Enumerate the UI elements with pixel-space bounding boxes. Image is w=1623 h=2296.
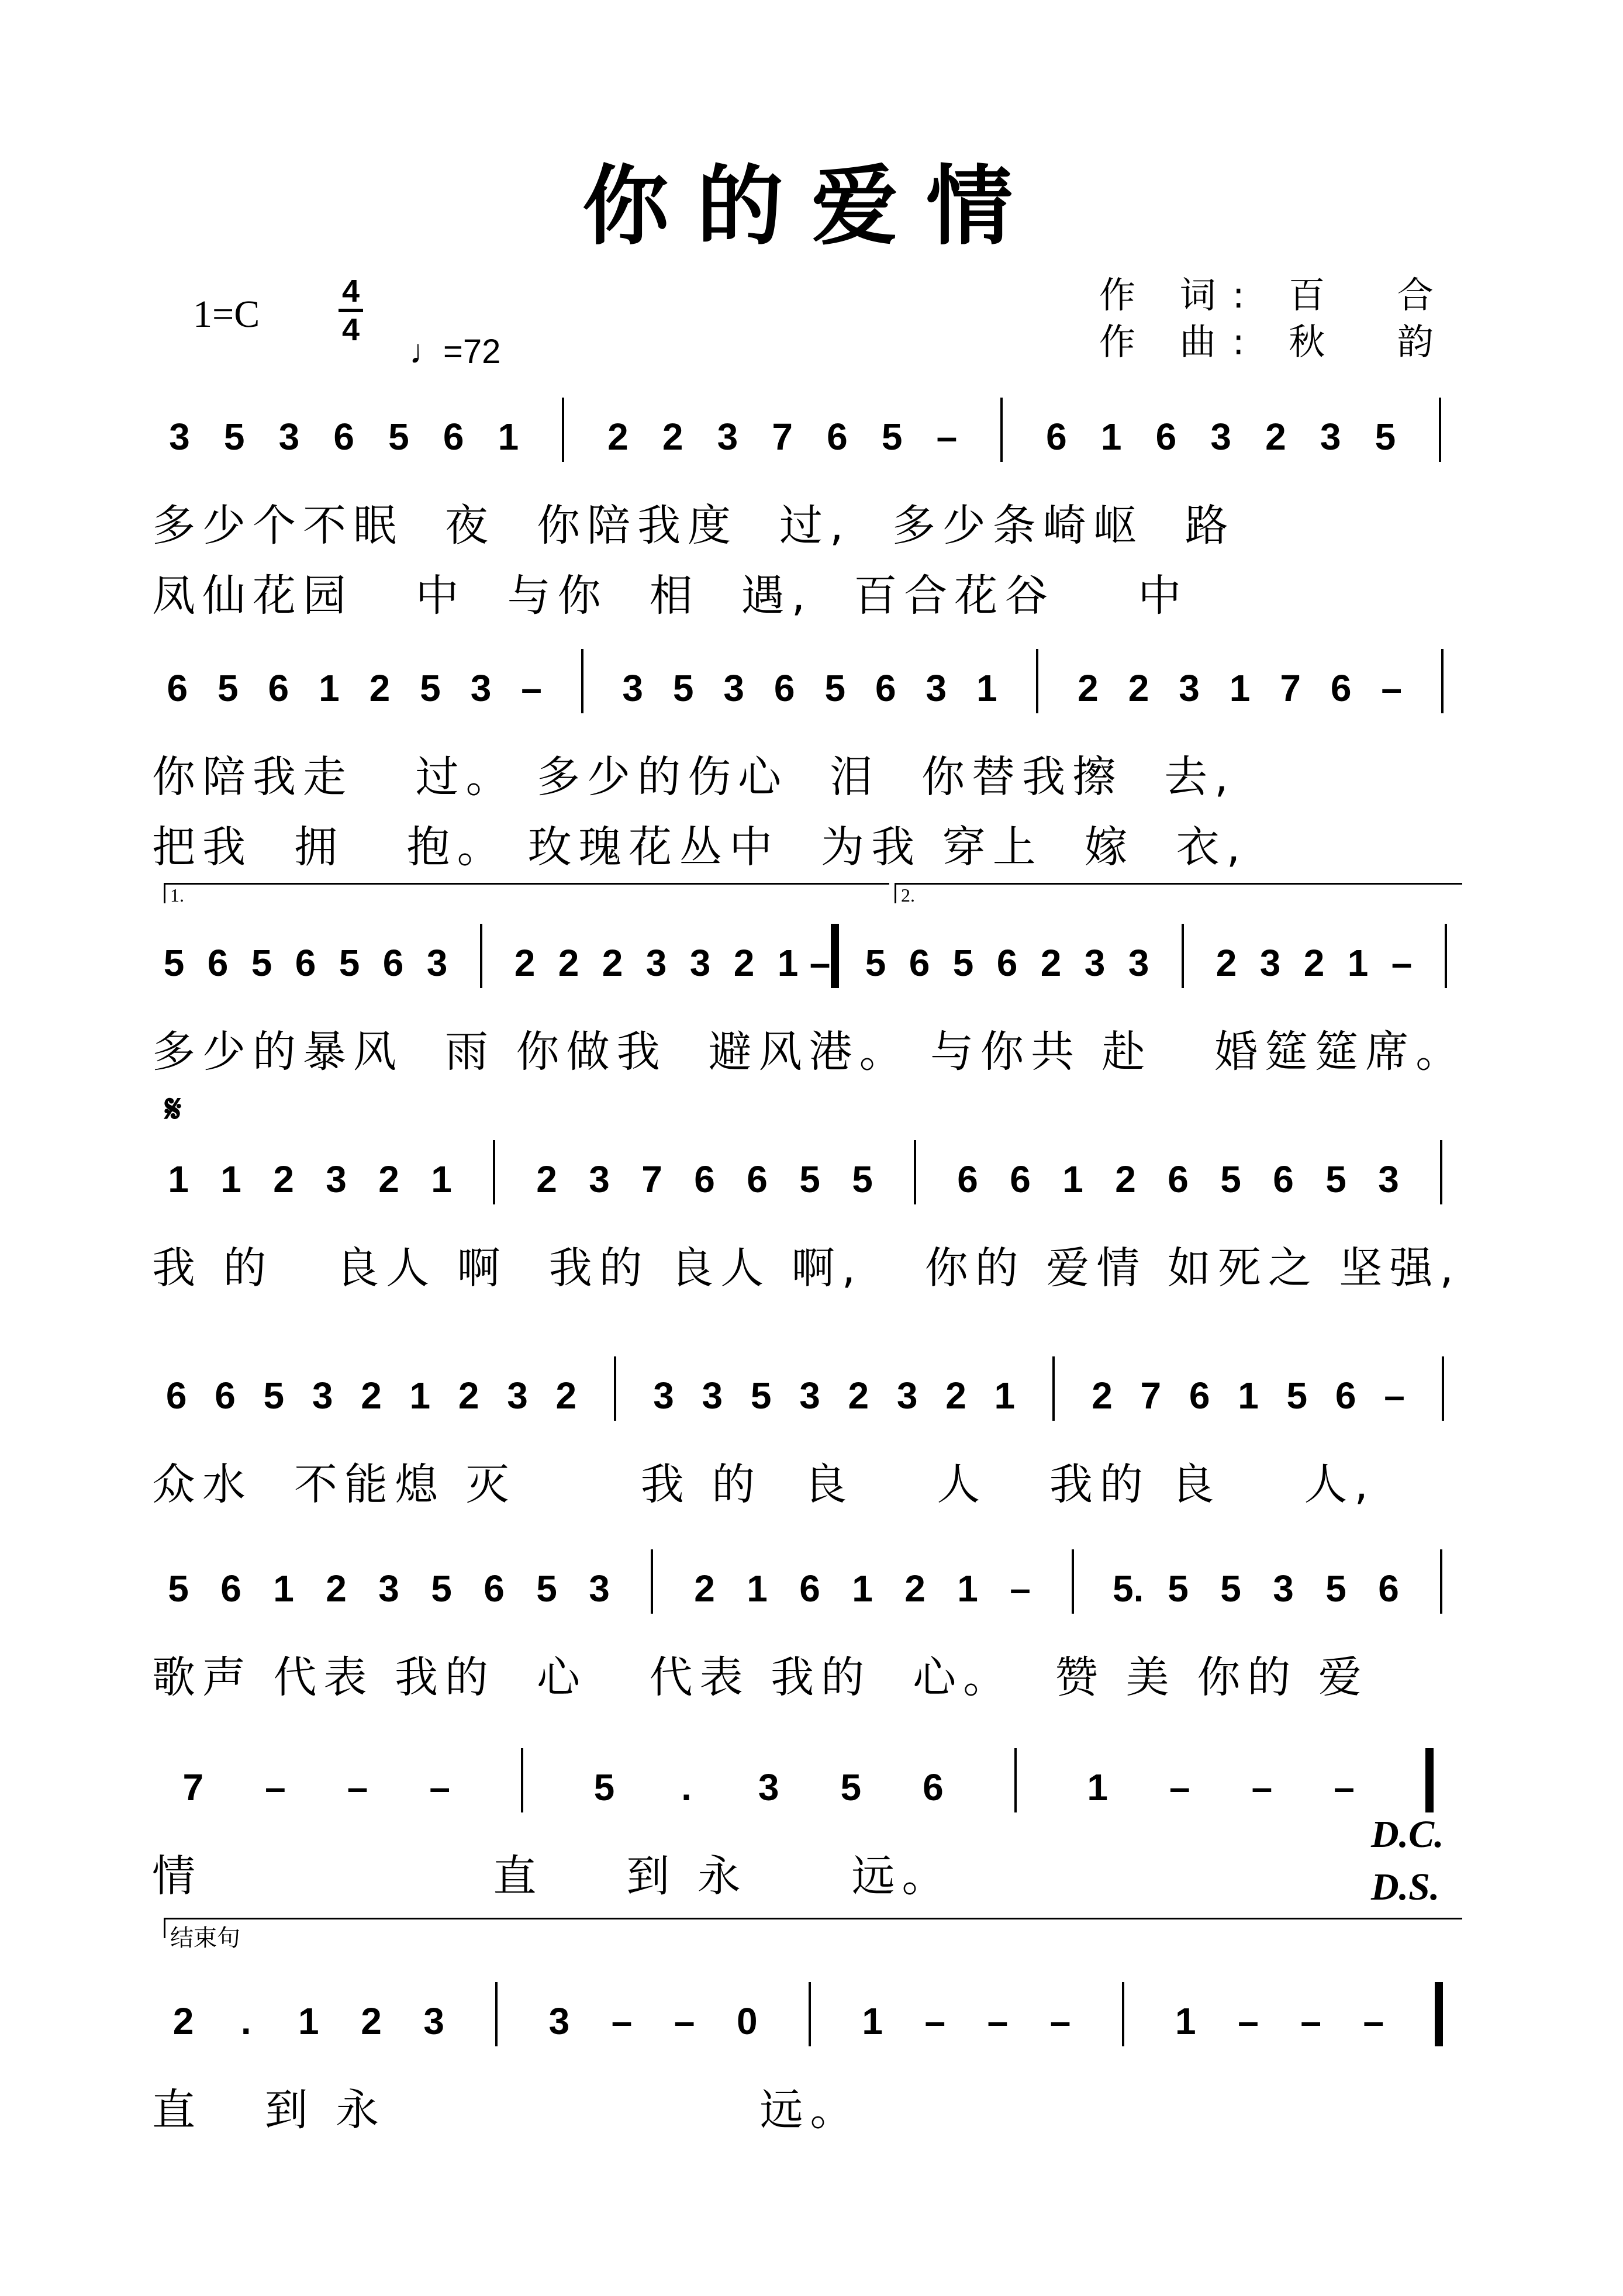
note: 3 [723,667,744,709]
song-title: 你的爱情 [582,156,1041,257]
note: 3 [1273,1568,1294,1610]
barline [1442,1356,1444,1421]
barline [493,1140,495,1204]
note: 3 [589,1158,610,1200]
note: 6 [1168,1158,1189,1200]
note: 3 [1210,416,1231,458]
note: 2 [1128,667,1149,709]
note: 3 [1378,1158,1399,1200]
note: – [611,2000,633,2042]
note: . [240,2000,251,2042]
note: 1 [994,1375,1016,1417]
time-numerator: 4 [341,274,360,309]
note: 2 [536,1158,557,1200]
note: 2 [848,1375,869,1417]
lyric-line: 众水 不能熄 灭 我 的 良 人 我的 良 人, [152,1459,1376,1510]
note: 6 [1189,1375,1210,1417]
note: – [1251,1766,1273,1808]
note: 6 [694,1158,715,1200]
note: 5 [593,1766,615,1808]
note: – [429,1766,450,1808]
note: 2 [172,2000,194,2042]
note: 1 [1100,416,1122,458]
note: 1 [1229,667,1251,709]
note: 5 [339,942,360,984]
lyric-line: 多少个不眠 夜 你陪我度 过, 多少条崎岖 路 [152,500,1235,551]
note: 3 [312,1375,333,1417]
note: 3 [169,416,190,458]
note: 3 [378,1568,399,1610]
note: 2 [1303,942,1325,984]
note: – [674,2000,695,2042]
note: – [924,2000,946,2042]
note: – [1300,2000,1321,2042]
note: 5 [223,416,245,458]
note: 3 [326,1158,347,1200]
note: 6 [165,1375,187,1417]
note: – [1381,667,1402,709]
note: 1 [777,942,799,984]
note: 6 [484,1568,505,1610]
note: 3 [717,416,738,458]
barline [1036,649,1038,713]
lyric-line: 把我 拥 抱。 玫瑰花丛中 为我 穿上 嫁 衣, [152,822,1248,872]
note: 2 [326,1568,347,1610]
note: 5 [420,667,441,709]
note: 5 [1375,416,1396,458]
note: 1 [319,667,340,709]
note: – [936,416,958,458]
note: 5 [536,1568,557,1610]
note: 6 [1335,1375,1356,1417]
note: 6 [773,667,795,709]
note: 1 [852,1568,873,1610]
note: 1 [298,2000,319,2042]
note: 2 [1078,667,1099,709]
time-signature [336,274,365,347]
note: 3 [426,942,448,984]
note: 3 [548,2000,570,2042]
note: 5 [388,416,409,458]
note: – [1334,1766,1355,1808]
note: – [1384,1375,1405,1417]
note: 1 [1062,1158,1083,1200]
note: 3 [1179,667,1200,709]
barline [1000,398,1003,462]
lyric-line: 多少的暴风 雨 你做我 避风港。 与你共 赴 婚筵筵席。 [152,1027,1466,1077]
note: 7 [641,1158,662,1200]
barline [480,924,482,988]
note: 5 [672,667,694,709]
note: – [1391,942,1413,984]
note: 7 [1140,1375,1162,1417]
note: 6 [1010,1158,1031,1200]
tempo-marking: ♩=72 [409,333,501,371]
note: 1 [220,1158,241,1200]
note: 5 [750,1375,772,1417]
note: 3 [589,1568,610,1610]
note: 2 [1265,416,1286,458]
note: 2 [514,942,536,984]
double-barline [1425,1748,1434,1812]
note: 5 [865,942,886,984]
note: 6 [1155,416,1177,458]
barline [614,1356,616,1421]
dal-segno-mark: D.S. [1371,1866,1440,1908]
note: 5 [251,942,272,984]
barline [1440,1549,1442,1614]
note: 1 [431,1158,452,1200]
note: 5 [1325,1568,1346,1610]
note: 0 [737,2000,758,2042]
note: 6 [996,942,1018,984]
note: 1 [1238,1375,1259,1417]
note: 3 [926,667,947,709]
volta-first-ending: 1. [164,883,889,903]
double-barline [1435,1982,1443,2046]
note: – [1238,2000,1259,2042]
note: 6 [382,942,404,984]
lyric-line: 歌声 代表 我的 心 代表 我的 心。 赞 美 你的 爱 [152,1652,1369,1703]
note: – [1049,2000,1071,2042]
barline [1122,1982,1124,2046]
barline [1440,1140,1442,1204]
note: 2 [558,942,579,984]
note: 5 [168,1568,189,1610]
composer-credit: 作 曲: 秋 韵 [1099,320,1450,363]
note: 3 [423,2000,444,2042]
lyric-line: 直 到 永 远。 [152,2085,861,2135]
note: – [347,1766,368,1808]
note: 6 [443,416,464,458]
note: 7 [1280,667,1301,709]
note: 5 [1168,1568,1189,1610]
note: 3 [799,1375,820,1417]
volta-second-ending: 2. [895,883,1462,903]
note: 6 [1046,416,1067,458]
note: 2 [361,2000,382,2042]
note: – [521,667,542,709]
lyric-line: 你陪我走 过。 多少的伤心 泪 你替我擦 去, [152,752,1235,802]
note: 2 [1115,1158,1136,1200]
barline [1052,1356,1055,1421]
note: 6 [215,1375,236,1417]
note: 1 [976,667,997,709]
note: 5 [217,667,239,709]
note: – [1010,1568,1031,1610]
note: 6 [167,667,188,709]
note: 6 [875,667,896,709]
note: 3 [758,1766,779,1808]
note: 2 [904,1568,926,1610]
time-denominator: 4 [341,312,360,347]
barline [1445,924,1447,988]
barline [521,1748,523,1812]
note: 3 [1128,942,1149,984]
note: 2 [273,1158,294,1200]
note: 5 [431,1568,452,1610]
note: – [265,1766,286,1808]
note: 1 [862,2000,883,2042]
note: 2 [733,942,755,984]
note: 6 [207,942,229,984]
note: 5 [1286,1375,1308,1417]
lyric-line: 情 直 到 永 远。 [152,1851,952,1901]
note: 1 [1175,2000,1196,2042]
note: 5 [852,1158,873,1200]
note: 2 [361,1375,382,1417]
note: 5 [840,1766,862,1808]
note: 5 [263,1375,285,1417]
note: 6 [909,942,930,984]
note: 2 [1215,942,1237,984]
note: 2 [1092,1375,1113,1417]
note: 5 [1220,1568,1241,1610]
barline [809,1982,811,2046]
note: 2 [694,1568,715,1610]
barline [562,398,564,462]
note: 1 [957,1568,978,1610]
note: – [1363,2000,1384,2042]
note: 6 [1273,1158,1294,1200]
lyricist-credit: 作 词: 百 合 [1099,274,1450,316]
note: 3 [278,416,300,458]
note: 2 [369,667,391,709]
note: 5 [1220,1158,1241,1200]
note: 6 [295,942,316,984]
barline [495,1982,498,2046]
note: 3 [507,1375,528,1417]
note: 1 [1347,942,1369,984]
note: – [1169,1766,1190,1808]
note: 2 [602,942,623,984]
note: 3 [645,942,667,984]
barline [914,1140,916,1204]
lyric-line: 凤仙花园 中 与你 相 遇, 百合花谷 中 [152,571,1189,621]
barline [1014,1748,1017,1812]
note: 6 [957,1158,978,1200]
note: 6 [827,416,848,458]
barline [581,649,583,713]
note: 6 [747,1158,768,1200]
note: 3 [653,1375,674,1417]
note: 3 [689,942,711,984]
segno-sign: 𝄋 [165,1088,182,1131]
note: 2 [458,1375,479,1417]
note: 7 [772,416,793,458]
barline [651,1549,653,1614]
note: 3 [622,667,643,709]
note: 1 [273,1568,294,1610]
note: 1 [747,1568,768,1610]
note: 3 [1320,416,1341,458]
note: 5 [881,416,903,458]
double-barline [831,924,839,988]
da-capo-mark: D.C. [1371,1813,1444,1856]
note-dash: – [809,942,831,984]
note: 3 [896,1375,918,1417]
note: 2 [555,1375,577,1417]
note: 1 [168,1158,189,1200]
lyric-line: 我 的 良人 啊 我的 良人 啊, 你的 爱情 如死之 坚强, [152,1243,1460,1293]
note: 7 [182,1766,204,1808]
note: 6 [1378,1568,1399,1610]
note: 3 [1084,942,1106,984]
note: 5 [163,942,185,984]
note: 5 [799,1158,820,1200]
key-signature: 1=C [193,293,260,336]
note: 6 [1330,667,1352,709]
note: – [987,2000,1009,2042]
note: 3 [470,667,492,709]
note: 5 [1325,1158,1346,1200]
note: 2 [662,416,683,458]
note: 2 [1040,942,1062,984]
note: 6 [333,416,354,458]
coda-ending-bracket: 结束句 [164,1918,1462,1938]
note: 2 [607,416,629,458]
barline [1072,1549,1074,1614]
note: 1 [1087,1766,1108,1808]
note: 5 [824,667,846,709]
note: 1 [498,416,519,458]
note: 3 [1259,942,1281,984]
barline [1182,924,1184,988]
note: 6 [220,1568,241,1610]
note: 1 [409,1375,431,1417]
note: . [681,1766,692,1808]
note: 2 [378,1158,399,1200]
note: 5. [1113,1568,1144,1610]
note: 2 [945,1375,966,1417]
note: 6 [799,1568,820,1610]
note: 5 [952,942,974,984]
barline [1439,398,1441,462]
barline [1441,649,1444,713]
note: 6 [268,667,289,709]
note: 6 [923,1766,944,1808]
note: 3 [702,1375,723,1417]
